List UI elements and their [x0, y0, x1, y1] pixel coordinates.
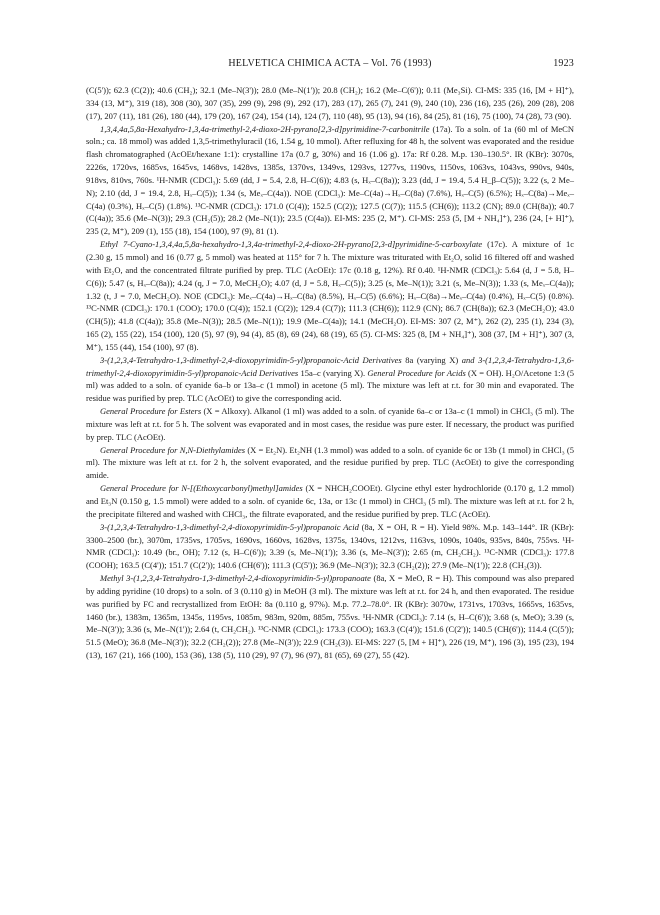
- paragraph: [86, 123, 574, 239]
- paragraph: [86, 482, 574, 521]
- italic-run: General Procedure for N,N-Diethylamides: [100, 444, 246, 455]
- paragraph: [86, 444, 574, 483]
- text-run: (X = Et₂N). Et₂NH (1.3 mmol) was added to a soln. of cyanide 6c or 13b (1 mmol) in CHCl₃ (5 ml). The mixture was left at r.t. for 2 h, the solvent evaporated, and the residue purified by prep. TLC (AcOEt) to give the corresponding amide.: [86, 444, 574, 481]
- page-number: 1923: [553, 58, 574, 69]
- text-run: (8a, X = OH, R = H). Yield 98%. M.p. 143–144°. IR (KBr): 3300–2500 (br.), 3070m, 1735vs, 1705vs, 1690vs, 1660vs, 1628vs, 1375s, 1340vs, 1212vs, 1163vs, 1090s, 1040s, 935vs, 840s, 755vs. ¹H-NMR (CDCl₃): 10.49 (br., OH); 7.12 (s, H–C(6')); 3.39 (s, Me–N(1')); 3.36 (s, Me–N(3')); 2.65 (m, CH₂CH₂). ¹³C-NMR (CDCl₃): 177.8 (COOH); 163.5 (C(4')); 151.7 (C(2')); 140.6 (CH(6')); 111.3 (C(5')); 36.9 (Me–N(3')); 32.3 (CH₂(2)); 27.9 (Me–N(1')); 22.8 (CH₂(3)).: [86, 521, 574, 571]
- italic-run: 3-(1,2,3,4-Tetrahydro-1,3-dimethyl-2,4-dioxopyrimidin-5-yl)propanoic-Acid Derivatives: [100, 354, 402, 365]
- paragraph: [86, 521, 574, 572]
- paragraph: [86, 405, 574, 444]
- text-run: (17c). A mixture of 1c (2.30 g, 15 mmol) and 16 (0.77 g, 5 mmol) was heated at 115° for 7 h. The mixture was triturated with Et₂O, solid 16 filtered off and washed with Et₂O, and the concentrated filtrate purified by prep. TLC (AcOEt): 17c (0.18 g, 12%). Rf 0.40. ¹H-NMR (CDCl₃): 5.64 (d, J = 5.8, H–C(6)); 5.47 (s, Hₓ–C(8a)); 4.24 (q, J = 7.0, MeCH₂O); 4.07 (d, J = 5.8, Hₓ–C(5)); 3.25 (s, Me–N(1)); 3.21 (s, Me–N(3)); 1.33 (s, Meₓ–C(4a)); 1.32 (t, J = 7.0, MeCH₂O). NOE (CDCl₃): Meₓ–C(4a)→Hₓ–C(8a) (8.5%), Hₓ–C(5) (6.6%); Hₓ–C(8a)→Meₓ–C(4a) (0.4%), Hₓ–C(5) (0.8%). ¹³C-NMR (CDCl₃): 170.1 (COO); 170.0 (C(4)); 152.1 (C(2)); 129.4 (C(7)); 111.3 (CH(6)); 112.9 (CN); 86.7 (CH(8a)); 62.3 (MeCH₂O); 43.0 (CH(5)); 41.8 (C(4a)); 35.8 (Me–N(3)); 28.5 (Me–N(1)); 19.9 (Me–C(4a)); 14.1 (MeCH₂O). EI-MS: 307 (2, M⁺), 262 (2), 235 (1), 234 (3), 165 (2), 155 (22), 154 (100), 120 (5), 97 (9), 94 (4), 85 (8), 69 (24), 68 (19), 65 (5). CI-MS: 325 (8, [M + NH₄]⁺), 308 (37, [M + H]⁺), 307 (3, M⁺), 155 (44), 154 (100), 97 (8).: [86, 239, 574, 352]
- paragraph: [86, 354, 574, 405]
- text-run: (17a). To a soln. of 1a (60 ml of MeCN soln.; ca. 18 mmol) was added 1,3,5-trimethyluracil (16, 1.54 g, 10 mmol). After refluxing for 48 h, the solvent was evaporated and the residue flash chromatographed (AcOEt/hexane 1:1): crystalline 17a (0.7 g, 30%) and 16 (1.06 g). 17a: Rf 0.28. M.p. 130–130.5°. IR (KBr): 3070s, 2226s, 1720vs, 1685vs, 1645vs, 1468vs, 1428vs, 1385s, 1370vs, 1349vs, 1293vs, 1277vs, 1190vs, 1150vs, 1063vs, 1043vs, 990vs, 940s, 918vs, 810vs, 760s. ¹H-NMR (CDCl₃): 5.69 (dd, J = 5.4, 2.8, H–C(6)); 4.83 (s, Hₓ–C(8a)); 3.23 (dd, J = 19.4, 5.4 H_β–C(5)); 3.22 (s, 2 Me–N); 2.10 (dd, J = 19.4, 2.8, Hₓ–C(5)); 1.34 (s, Meₓ–C(4a)). NOE (CDCl₃): Me–C(4a)→Hₓ–C(8a) (7.6%), Hₓ–C(5) (6.5%); Hₓ–C(8a)→Meₓ–C(4a) (0.3%), Hₓ–C(5) (1.8%). ¹³C-NMR (CDCl₃): 171.0 (C(4)); 152.5 (C(2)); 127.5 (C(7)); 115.5 (CH(6)); 113.2 (CN); 89.0 (CH(8a)); 40.7 (C(4a)); 35.6 (Me–N(3)); 29.3 (CH₂(5)); 28.2 (Me–N(1)); 23.5 (C(4a)). EI-MS: 235 (2, M⁺). CI-MS: 253 (5, [M + NH₄]⁺), 236 (24, [+ H]⁺), 235 (2, M⁺), 209 (1), 155 (18), 154 (100), 97 (9), 81 (1).: [86, 123, 574, 237]
- text-run: (X = NHCH₂COOEt). Glycine ethyl ester hydrochloride (0.170 g, 1.2 mmol) and Et₃N (0.150 g, 1.5 mmol) were added to a soln. of cyanide 6c, 13a, or 13c (1 mmol) in CHCl₃ (5 ml). The mixture was left at r.t. for 2 h, the precipitate filtered and washed with CHCl₃, the filtrate evaporated, and the residue purified by prep. TLC (AcOEt).: [86, 483, 574, 519]
- running-header: [86, 58, 574, 72]
- text-run: (X = OH). H₂O/Acetone 1:3 (5 ml) was added to a soln. of cyanide 6a–b or 13a–c (1 mmol) in acetone (5 ml). The mixture was left at r.t. for 30 min and evaporated. The residue was purified by prep. TLC (AcOEt) to give the corresponding acid.: [86, 367, 575, 404]
- text-run: (8a, X = MeO, R = H). This compound was also prepared by adding pyridine (10 drops) to a soln. of 3 (0.110 g) in MeOH (3 ml). The mixture was left at r.t. for 24 h, and then evaporated. The residue was purified by FC and recrystallized from EtOH: 8a (0.110 g, 97%). M.p. 77.2–78.0°. IR (KBr): 3070w, 1731vs, 1703vs, 1665vs, 1635vs, 1460 (br.), 1383m, 1365m, 1345s, 1195vs, 1085m, 983m, 920m, 885m, 755vs. ¹H-NMR (CDCl₃): 7.14 (s, H–C(6')); 3.68 (s, MeO); 3.39 (s, Me–N(3')); 3.36 (s, Me–N(1')); 2.64 (t, CH₂CH₂). ¹³C-NMR (CDCl₃): 173.3 (COO); 163.3 (C(4')); 151.6 (C(2')); 140.5 (CH(6')); 114.4 (C(5')); 51.5 (MeO); 36.8 (Me–N(3')); 32.2 (CH₂(2)); 27.8 (Me–N(3')); 22.9 (CH₂(3)). EI-MS: 227 (5, [M + H]⁺), 226 (19, M⁺), 196 (3), 195 (23), 194 (13), 167 (21), 166 (100), 153 (36), 138 (5), 110 (29), 97 (7), 96 (97), 81 (65), 69 (27), 55 (42).: [86, 573, 575, 661]
- text-run: 15a–c (varying X).: [298, 367, 368, 378]
- paragraph: [86, 572, 574, 662]
- italic-run: Methyl 3-(1,2,3,4-Tetrahydro-1,3-dimethyl-2,4-dioxopyrimidin-5-yl)propanoate: [100, 573, 371, 584]
- italic-run: General Procedure for N-[(Ethoxycarbonyl)methyl]amides: [100, 483, 303, 494]
- italic-run: 3-(1,2,3,4-Tetrahydro-1,3-dimethyl-2,4-dioxopyrimidin-5-yl)propanoic Acid: [100, 521, 359, 532]
- paragraph: [86, 238, 574, 354]
- italic-run: and 3-(1,2,3,4-Tetrahydro-1,3,6-trimethyl-2,4-dioxopyrimidin-5-yl)propanoic-Acid Derivatives: [86, 354, 574, 378]
- text-run: (C(5')); 62.3 (C(2)); 40.6 (CH₂); 32.1 (Me–N(3')); 28.0 (Me–N(1')); 20.8 (CH₂); 16.2 (Me–C(6')); 0.11 (Me₃Si). CI-MS: 335 (16, [M + H]⁺), 334 (13, M⁺), 319 (18), 308 (30), 307 (35), 299 (9), 298 (9), 292 (17), 283 (17), 265 (7), 241 (9), 240 (10), 236 (16), 235 (26), 209 (28), 208 (17), 207 (11), 181 (26), 180 (44), 179 (20), 167 (24), 154 (14), 124 (7), 110 (48), 95 (13), 94 (16), 84 (25), 81 (16), 75 (100), 74 (28), 73 (90).: [86, 85, 574, 121]
- italic-run: Ethyl 7-Cyano-1,3,4,4a,5,8a-hexahydro-1,3,4a-trimethyl-2,4-dioxo-2H-pyrano[2,3-d]pyrimidine-5-carboxylate: [100, 239, 483, 250]
- italic-run: General Procedure for Esters: [100, 406, 202, 417]
- text-run: (X = Alkoxy). Alkanol (1 ml) was added to a soln. of cyanide 6a–c or 13a–c (1 mmol) in CHCl₃ (5 ml). The mixture was left at r.t. for 5 h. The solvent was evaporated and in most cases, the residue was pure ester. If necessary, the product was purified by prep. TLC (AcOEt).: [86, 406, 574, 442]
- italic-run: 1,3,4,4a,5,8a-Hexahydro-1,3,4a-trimethyl-2,4-dioxo-2H-pyrano[2,3-d]pyrimidine-7-carbonitrile: [100, 123, 430, 134]
- text-run: 8a (varying X): [401, 354, 462, 365]
- journal-title: HELVETICA CHIMICA ACTA – Vol. 76 (1993): [228, 58, 432, 69]
- italic-run: General Procedure for Acids: [367, 367, 466, 378]
- paragraph: [86, 84, 574, 123]
- article-body: [86, 84, 574, 662]
